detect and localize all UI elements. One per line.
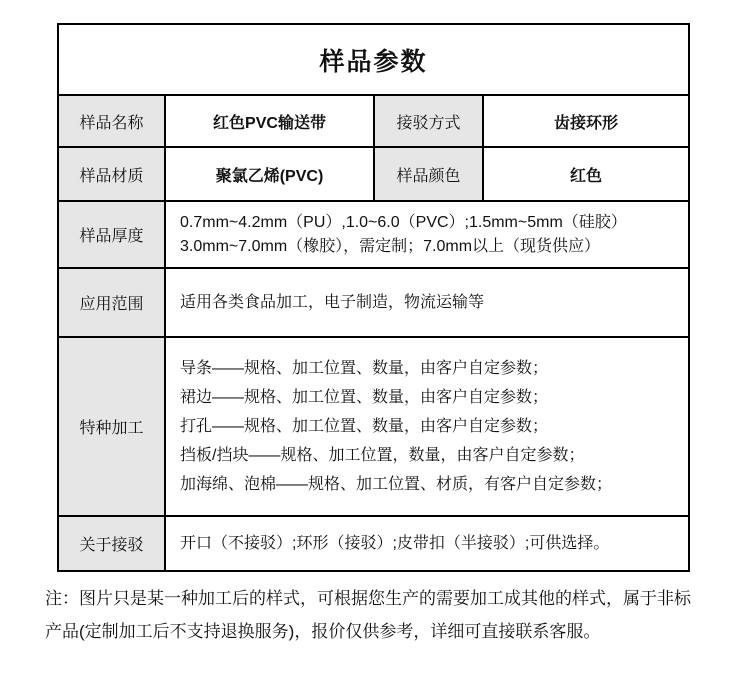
value-joint-method: 齿接环形: [484, 96, 688, 146]
footer-note: [45, 582, 715, 648]
footer-note-line: 产品(定制加工后不支持退换服务)，报价仅供参考，详细可直接联系客服。: [45, 622, 601, 641]
special-processing-line: 导条——规格、加工位置、数量，由客户自定参数；: [180, 360, 549, 377]
special-processing-line: 挡板/挡块——规格、加工位置，数量，由客户自定参数；: [180, 447, 585, 464]
value-sample-color: 红色: [484, 148, 688, 200]
application-line: 适用各类食品加工，电子制造，物流运输等: [180, 293, 485, 311]
thickness-line: 3.0mm~7.0mm（橡胶），需定制；7.0mm以上（现货供应）: [180, 237, 601, 255]
about-joint-line: 开口（不接驳）;环形（接驳）;皮带扣（半接驳）;可供选择。: [180, 534, 610, 552]
table-title: 样品参数: [59, 25, 688, 94]
value-sample-name: 红色PVC输送带: [166, 96, 373, 146]
value-application-range: [166, 269, 688, 336]
special-processing-line: 加海绵、泡棉——规格、加工位置、材质，有客户自定参数；: [180, 476, 613, 493]
label-sample-color: 样品颜色: [375, 148, 482, 200]
label-sample-name: 样品名称: [59, 96, 164, 146]
special-processing-line: 打孔——规格、加工位置、数量，由客户自定参数；: [180, 418, 549, 435]
label-application-range: 应用范围: [59, 269, 164, 336]
label-sample-thickness: 样品厚度: [59, 202, 164, 267]
thickness-line: 0.7mm~4.2mm（PU）,1.0~6.0（PVC）;1.5mm~5mm（硅胶）: [180, 213, 627, 231]
label-joint-method: 接驳方式: [375, 96, 482, 146]
label-sample-material: 样品材质: [59, 148, 164, 200]
sample-parameters-table: [57, 23, 690, 572]
footer-note-line: 注：图片只是某一种加工后的样式，可根据您生产的需要加工成其他的样式，属于非标: [45, 589, 691, 608]
label-about-joint: 关于接驳: [59, 517, 164, 570]
value-special-processing: [166, 338, 688, 515]
value-sample-material: 聚氯乙烯(PVC): [166, 148, 373, 200]
label-special-processing: 特种加工: [59, 338, 164, 515]
value-sample-thickness: [166, 202, 688, 267]
special-processing-line: 裙边——规格、加工位置、数量，由客户自定参数；: [180, 389, 549, 406]
value-about-joint: [166, 517, 688, 570]
